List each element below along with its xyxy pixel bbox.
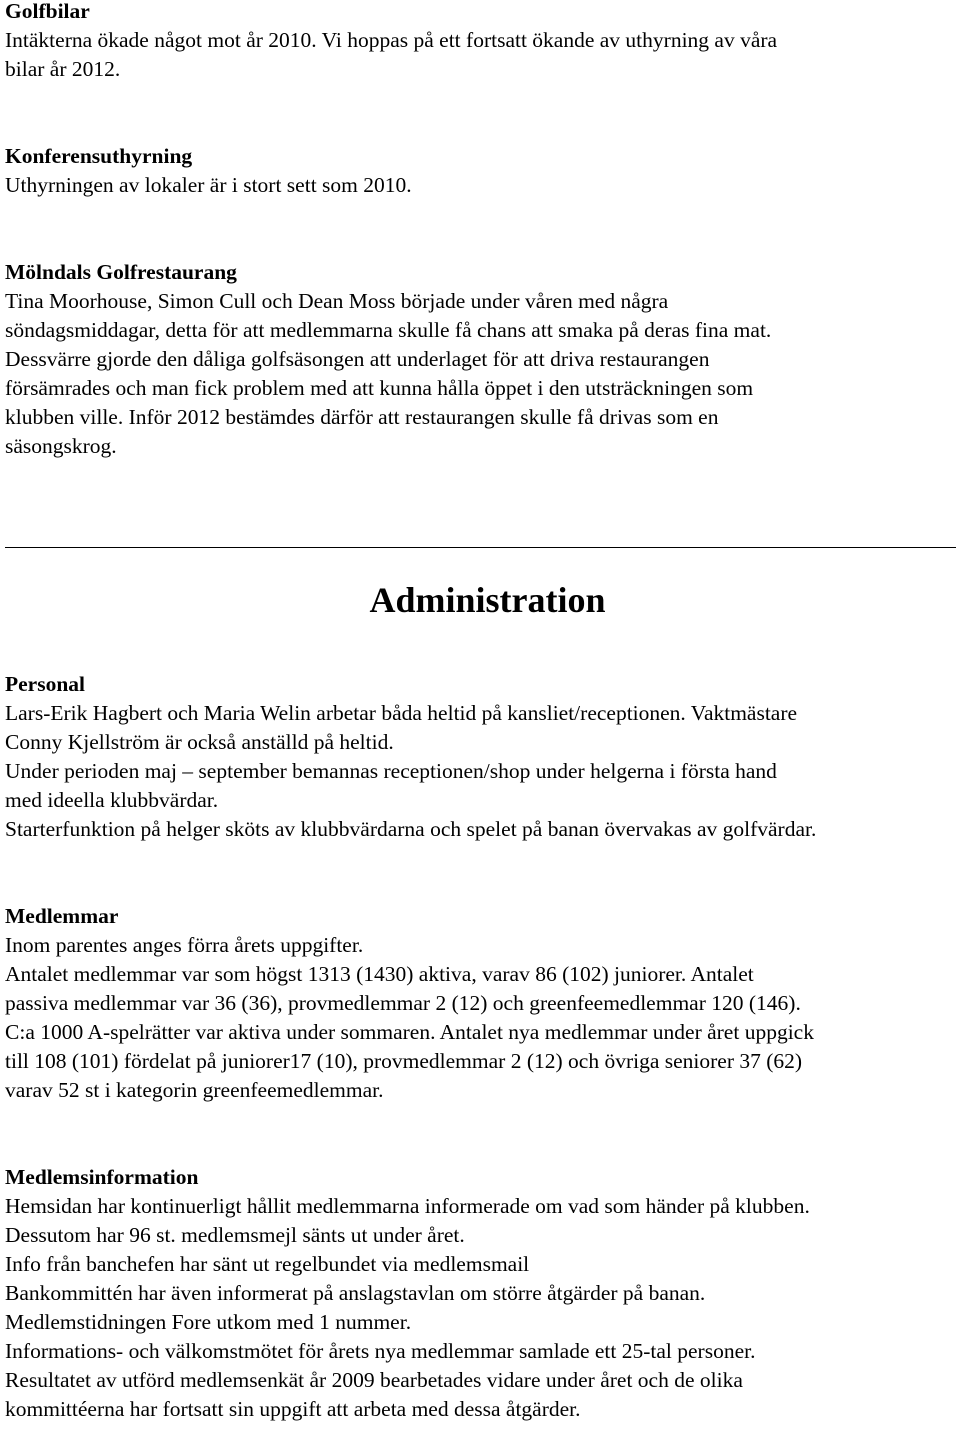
spacer bbox=[5, 84, 960, 142]
text-line: försämrades och man fick problem med att kunna hålla öppet i den utsträckningen som bbox=[5, 376, 754, 400]
heading-medlemmar: Medlemmar bbox=[5, 904, 119, 928]
text-line: Resultatet av utförd medlemsenkät år 2009 bearbetades vidare under året och de olika bbox=[5, 1368, 743, 1392]
text-line: klubben ville. Inför 2012 bestämdes därför att restaurangen skulle få drivas som en bbox=[5, 405, 719, 429]
text-line: söndagsmiddagar, detta för att medlemmarna skulle få chans att smaka på deras fina mat. bbox=[5, 318, 772, 342]
section-personal bbox=[5, 670, 960, 844]
text-line: till 108 (101) fördelat på juniorer17 (10), provmedlemmar 2 (12) och övriga seniorer 37 (62) bbox=[5, 1049, 803, 1073]
text-line: Info från banchefen har sänt ut regelbundet via medlemsmail bbox=[5, 1252, 530, 1276]
text-line: Dessutom har 96 st. medlemsmejl sänts ut under året. bbox=[5, 1223, 465, 1247]
paragraph-golfbilar bbox=[5, 26, 960, 84]
section-medlemsinformation bbox=[5, 1163, 960, 1424]
text-line: Inom parentes anges förra årets uppgifter. bbox=[5, 933, 364, 957]
text-line: C:a 1000 A-spelrätter var aktiva under sommaren. Antalet nya medlemmar under året uppgick bbox=[5, 1020, 814, 1044]
text-line: Intäkterna ökade något mot år 2010. Vi hoppas på ett fortsatt ökande av uthyrning av våra bbox=[5, 28, 778, 52]
text-line: säsongskrog. bbox=[5, 434, 117, 458]
spacer bbox=[5, 620, 960, 670]
heading-konferensuthyrning: Konferensuthyrning bbox=[5, 144, 193, 168]
section-konferensuthyrning bbox=[5, 142, 960, 200]
heading-medlemsinformation: Medlemsinformation bbox=[5, 1165, 199, 1189]
spacer bbox=[5, 461, 960, 547]
paragraph-konferensuthyrning bbox=[5, 171, 960, 200]
text-line: med ideella klubbvärdar. bbox=[5, 788, 219, 812]
text-line: Lars-Erik Hagbert och Maria Welin arbetar båda heltid på kansliet/receptionen. Vaktmästare bbox=[5, 701, 798, 725]
text-line: Medlemstidningen Fore utkom med 1 nummer. bbox=[5, 1310, 412, 1334]
heading-personal: Personal bbox=[5, 672, 86, 696]
text-line: Tina Moorhouse, Simon Cull och Dean Moss började under våren med några bbox=[5, 289, 669, 313]
spacer bbox=[5, 1105, 960, 1163]
paragraph-golfrestaurang bbox=[5, 287, 960, 461]
text-line: passiva medlemmar var 36 (36), provmedlemmar 2 (12) och greenfeemedlemmar 120 (146). bbox=[5, 991, 801, 1015]
spacer bbox=[5, 844, 960, 902]
text-line: Bankommittén har även informerat på anslagstavlan om större åtgärder på banan. bbox=[5, 1281, 706, 1305]
text-line: Dessvärre gjorde den dåliga golfsäsongen att underlaget för att driva restaurangen bbox=[5, 347, 710, 371]
heading-golfrestaurang: Mölndals Golfrestaurang bbox=[5, 260, 237, 284]
heading-golfbilar: Golfbilar bbox=[5, 0, 90, 23]
text-line: Starterfunktion på helger sköts av klubbvärdarna och spelet på banan övervakas av golfvärdar. bbox=[5, 817, 817, 841]
text-line: Under perioden maj – september bemannas receptionen/shop under helgerna i första hand bbox=[5, 759, 777, 783]
spacer bbox=[5, 200, 960, 258]
text-line: Antalet medlemmar var som högst 1313 (1430) aktiva, varav 86 (102) juniorer. Antalet bbox=[5, 962, 754, 986]
paragraph-medlemsinformation bbox=[5, 1192, 960, 1424]
document-body bbox=[5, 0, 960, 1424]
section-title-administration: Administration bbox=[369, 580, 606, 620]
text-line: Informations- och välkomstmötet för årets nya medlemmar samlade ett 25-tal personer. bbox=[5, 1339, 756, 1363]
text-line: Hemsidan har kontinuerligt hållit medlemmarna informerade om vad som händer på klubben. bbox=[5, 1194, 810, 1218]
section-medlemmar bbox=[5, 902, 960, 1105]
text-line: varav 52 st i kategorin greenfeemedlemmar. bbox=[5, 1078, 384, 1102]
section-golfrestaurang bbox=[5, 258, 960, 461]
text-line: kommittéerna har fortsatt sin uppgift att arbeta med dessa åtgärder. bbox=[5, 1397, 581, 1421]
section-golfbilar bbox=[5, 0, 960, 84]
paragraph-personal bbox=[5, 699, 960, 844]
paragraph-medlemmar bbox=[5, 931, 960, 1105]
text-line: Conny Kjellström är också anställd på heltid. bbox=[5, 730, 394, 754]
text-line: bilar år 2012. bbox=[5, 57, 121, 81]
text-line: Uthyrningen av lokaler är i stort sett som 2010. bbox=[5, 173, 412, 197]
